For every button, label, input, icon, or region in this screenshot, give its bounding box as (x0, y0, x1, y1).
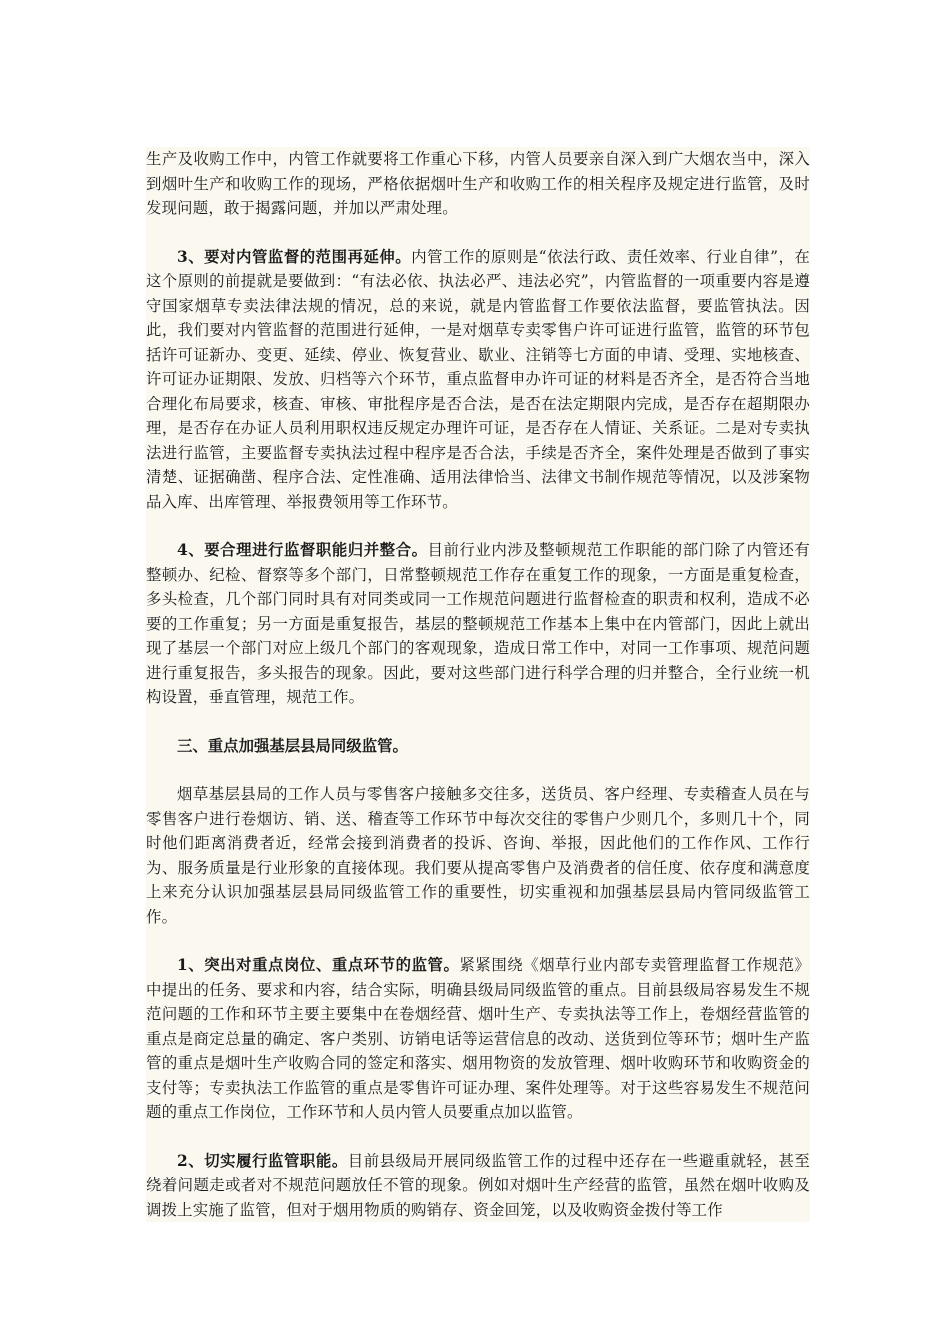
paragraph-text: 紧紧围绕《烟草行业内部专卖管理监督工作规范》中提出的任务、要求和内容，结合实际，明确县级局同级监管的重点。目前县级局容易发生不规范问题的工作和环节主要主要集中在卷烟经营、烟叶生产、专卖执法等工作上，卷烟经营监管的重点是商定总量的确定、客户类别、访销电话等运营信息的改动、送货到位等环节；烟叶生产监管的重点是烟叶生产收购合同的签定和落实、烟用物资的发放管理、烟叶收购环节和收购资金的支付等；专卖执法工作监管的重点是零售许可证办理、案件处理等。对于这些容易发生不规范问题的重点工作岗位，工作环节和人员内管人员要重点加以监管。 (146, 956, 810, 1121)
paragraph-continuation: 生产及收购工作中，内管工作就要将工作重心下移，内管人员要亲自深入到广大烟农当中，深入到烟叶生产和收购工作的现场，严格依据烟叶生产和收购工作的相关程序及规定进行监管，及时发现问题，敢于揭露问题，并加以严肃处理。 (146, 150, 810, 217)
paragraph-scope-extension (146, 245, 810, 515)
paragraph-function-merge (146, 538, 810, 710)
paragraph-text: 目前行业内涉及整顿规范工作职能的部门除了内管还有整顿办、纪检、督察等多个部门，日常整顿规范工作存在重复工作的现象，一方面是重复检查，多头检查，几个部门同时具有对同类或同一工作规范问题进行监督检查的职责和权利，造成不必要的工作重复；另一方面是重复报告，基层的整顿规范工作基本上集中在内管部门，因此上就出现了基层一个部门对应上级几个部门的客观现象，造成日常工作中，对同一工作事项、规范问题进行重复报告，多头报告的现象。因此，要对这些部门进行科学合理的归并整合，全行业统一机构设置，垂直管理，规范工作。 (146, 541, 810, 706)
paragraph-gap (146, 929, 810, 953)
paragraph-key-posts (146, 953, 810, 1125)
paragraph-text: 内管工作的原则是“依法行政、责任效率、行业自律”，在这个原则的前提就是要做到：“有法必依、执法必严、违法必究”，内管监督的一项重要内容是遵守国家烟草专卖法律法规的情况，总的来说，就是内管监督工作要依法监督，要监管执法。因此，我们要对内管监督的范围进行延伸，一是对烟草专卖零售户许可证进行监管，监管的环节包括许可证新办、变更、延续、停业、恢复营业、歇业、注销等七方面的申请、受理、实地核查、许可证办证期限、发放、归档等六个环节，重点监督申办许可证的材料是否齐全，是否符合当地合理化布局要求，核查、审核、审批程序是否合法，是否在法定期限内完成，是否存在超期限办理，是否存在办证人员利用职权违反规定办理许可证，是否存在人情证、关系证。二是对专卖执法进行监管，主要监督专卖执法过程中程序是否合法，手续是否齐全，案件处理是否做到了事实清楚、证据确凿、程序合法、定性准确、适用法律恰当、法律文书制作规范等情况，以及涉案物品入库、出库管理、举报费领用等工作环节。 (146, 247, 810, 511)
paragraph-gap (146, 758, 810, 782)
paragraph-lead: 1、突出对重点岗位、重点环节的监管。 (177, 956, 460, 974)
document-body (146, 147, 810, 1222)
paragraph-gap (146, 221, 810, 245)
section-heading: 三、重点加强基层县局同级监管。 (177, 736, 408, 755)
paragraph-text: 目前县级局开展同级监管工作的过程中还存在一些避重就轻，甚至绕着问题走或者对不规范问题放任不管的现象。例如对烟叶生产经营的监管，虽然在烟叶收购及调拨上实施了监管，但对于烟用物质的购销存、资金回笼，以及收购资金拨付等工作 (146, 1151, 810, 1219)
paragraph-lead: 2、切实履行监管职能。 (177, 1151, 348, 1170)
paragraph-lead: 3、要对内管监督的范围再延伸。 (177, 247, 412, 266)
paragraph-gap (146, 1125, 810, 1149)
paragraph-fulfill-duties (146, 1149, 810, 1223)
paragraph-gap (146, 710, 810, 734)
paragraph-lead: 4、要合理进行监督职能归并整合。 (177, 541, 428, 559)
paragraph-county-bureau: 烟草基层县局的工作人员与零售客户接触多交往多，送货员、客户经理、专卖稽查人员在与零售客户进行卷烟访、销、送、稽查等工作环节中每次交往的零售户少则几个，多则几十个，同时他们距离消费者近，经常会接到消费者的投诉、咨询、举报，因此他们的工作作风、工作行为、服务质量是行业形象的直接体现。我们要从提高零售户及消费者的信任度、依存度和满意度上来充分认识加强基层县局同级监管工作的重要性，切实重视和加强基层县局内管同级监管工作。 (146, 785, 810, 926)
paragraph-gap (146, 514, 810, 538)
